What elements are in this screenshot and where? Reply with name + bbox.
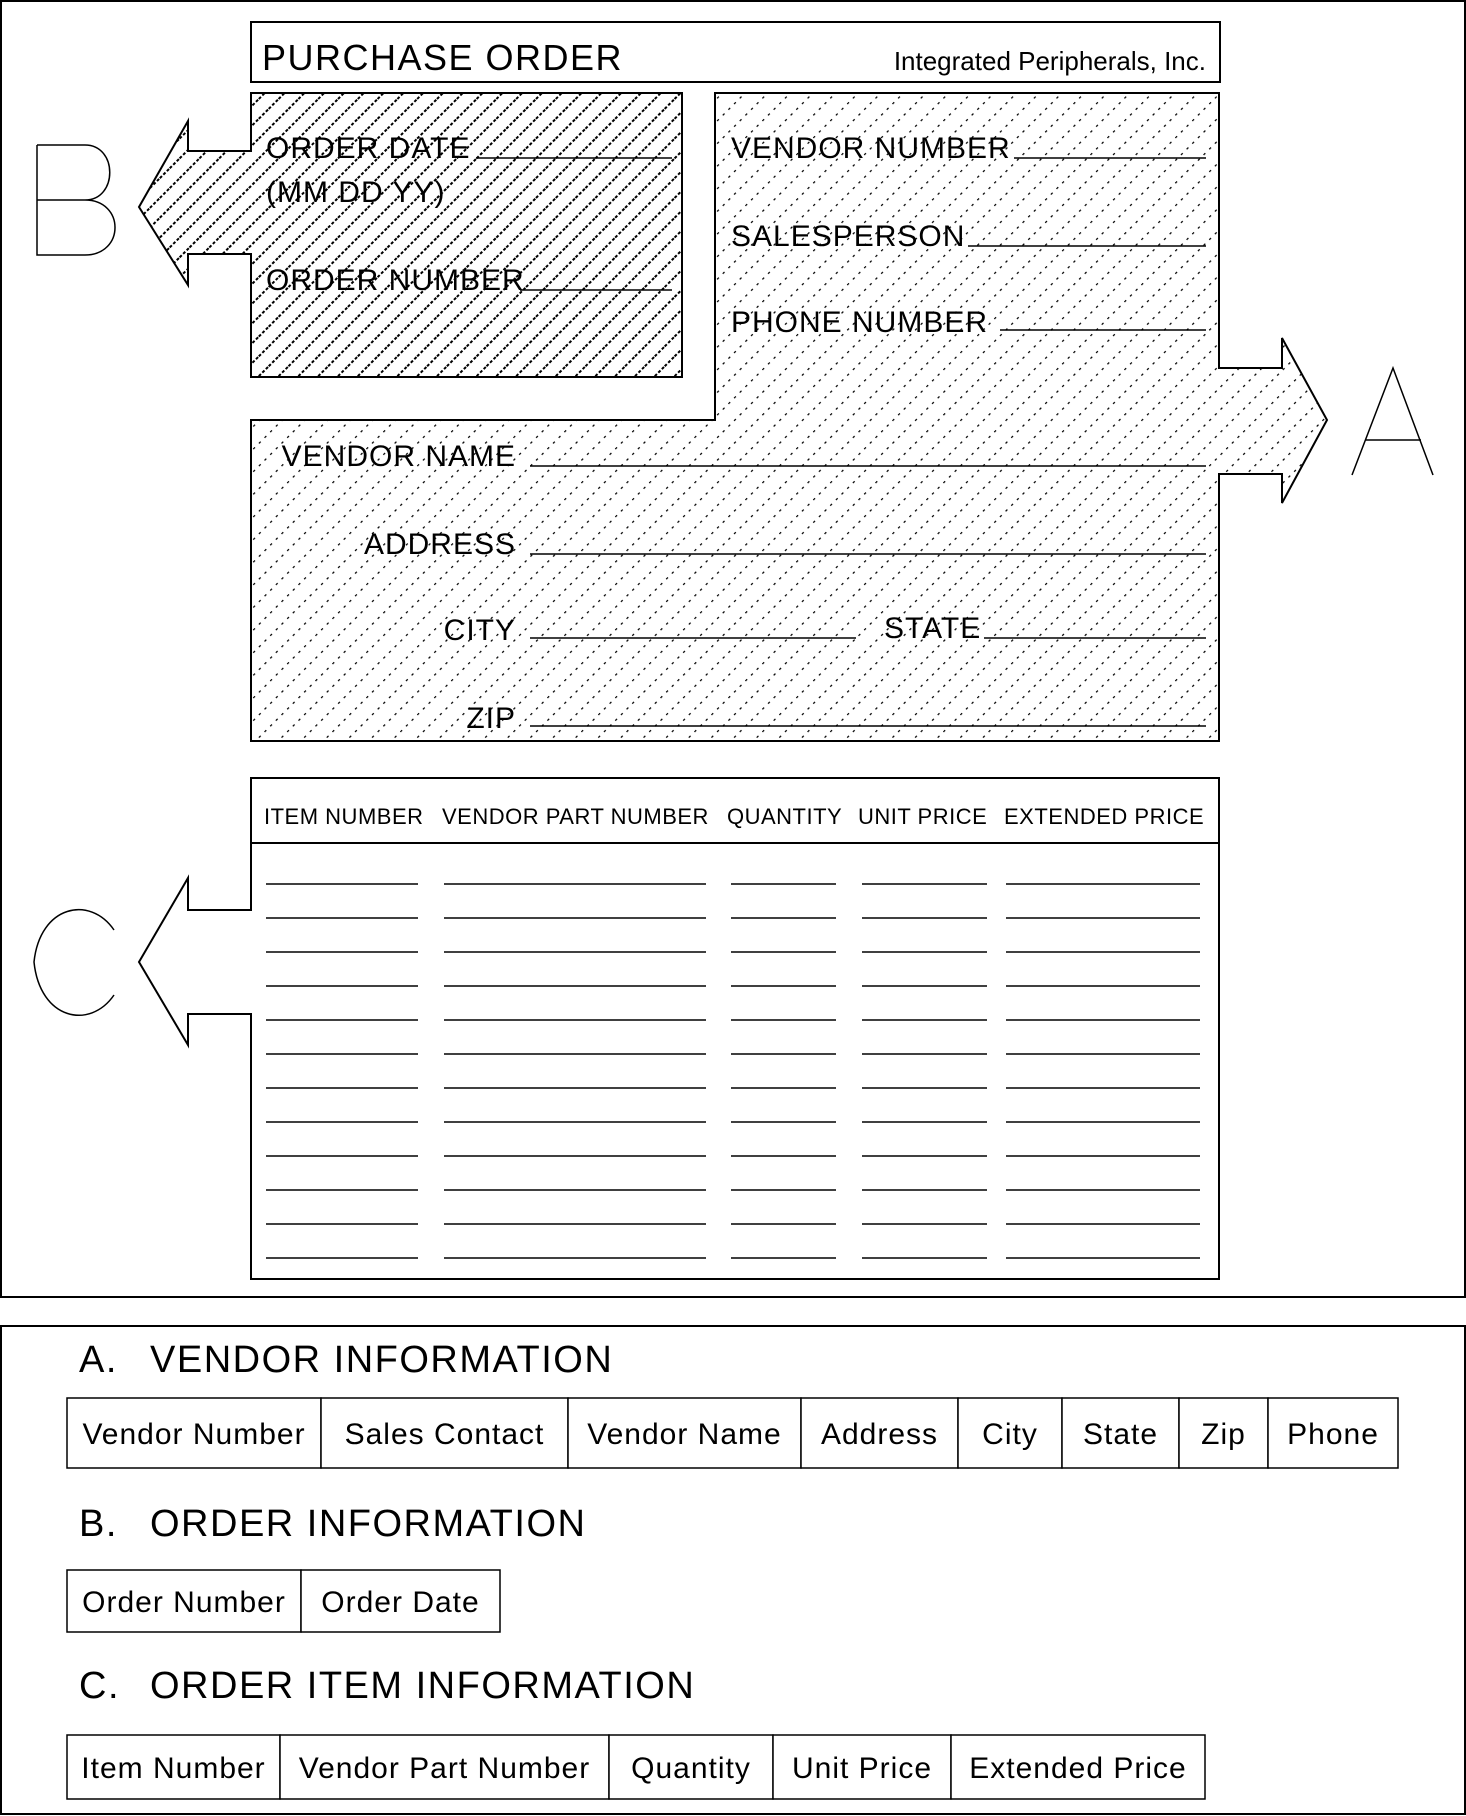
vendor-name-label: VENDOR NAME: [281, 440, 516, 473]
col-item-number: ITEM NUMBER: [264, 804, 424, 829]
city-label: CITY: [443, 614, 516, 647]
col-vendor-part-number: VENDOR PART NUMBER: [442, 804, 709, 829]
legend-field-label: Order Number: [82, 1586, 286, 1619]
legend-field-label: Vendor Number: [82, 1418, 306, 1451]
form-title: PURCHASE ORDER: [262, 37, 624, 78]
legend-field-label: Zip: [1201, 1418, 1246, 1451]
order-date-label: ORDER DATE: [266, 132, 471, 165]
legend-section-letter: B.: [79, 1503, 118, 1545]
legend-field-label: Item Number: [81, 1752, 266, 1785]
col-quantity: QUANTITY: [727, 804, 843, 829]
legend-field-label: City: [982, 1418, 1038, 1451]
legend-section: [67, 1665, 1205, 1799]
items-region-c: [139, 778, 1219, 1279]
col-unit-price: UNIT PRICE: [858, 804, 988, 829]
legend-field-label: Phone: [1287, 1418, 1379, 1451]
legend-section-title: ORDER INFORMATION: [150, 1503, 587, 1545]
legend-field-label: Vendor Part Number: [298, 1752, 591, 1785]
zip-label: ZIP: [466, 702, 516, 735]
letter-c: [34, 910, 114, 1016]
legend-section-letter: A.: [79, 1339, 118, 1381]
legend-field-label: State: [1082, 1418, 1159, 1451]
vendor-number-label: VENDOR NUMBER: [731, 132, 1011, 165]
legend-section: [67, 1503, 586, 1632]
phone-number-label: PHONE NUMBER: [731, 306, 989, 339]
legend-section: [67, 1339, 1398, 1468]
legend-field-label: Sales Contact: [344, 1418, 545, 1451]
company-name: Integrated Peripherals, Inc.: [893, 46, 1206, 76]
legend-field-label: Quantity: [631, 1752, 751, 1785]
legend-section-title: ORDER ITEM INFORMATION: [150, 1665, 696, 1707]
letter-b: [37, 145, 115, 255]
legend-section-letter: C.: [79, 1665, 120, 1707]
legend-field-label: Unit Price: [791, 1752, 933, 1785]
col-extended-price: EXTENDED PRICE: [1004, 804, 1205, 829]
legend-section-title: VENDOR INFORMATION: [150, 1339, 614, 1381]
items-header: [264, 804, 1204, 829]
legend-field-label: Order Date: [321, 1586, 480, 1619]
address-label: ADDRESS: [363, 528, 516, 561]
state-label: STATE: [884, 612, 982, 645]
legend-field-label: Vendor Name: [587, 1418, 782, 1451]
order-number-label: ORDER NUMBER: [266, 264, 525, 297]
legend: [67, 1339, 1398, 1799]
legend-field-label: Address: [820, 1418, 939, 1451]
salesperson-label: SALESPERSON: [731, 220, 966, 253]
legend-field-label: Extended Price: [969, 1752, 1187, 1785]
letter-a: [1352, 368, 1433, 475]
order-date-format: (MM DD YY): [266, 176, 446, 209]
